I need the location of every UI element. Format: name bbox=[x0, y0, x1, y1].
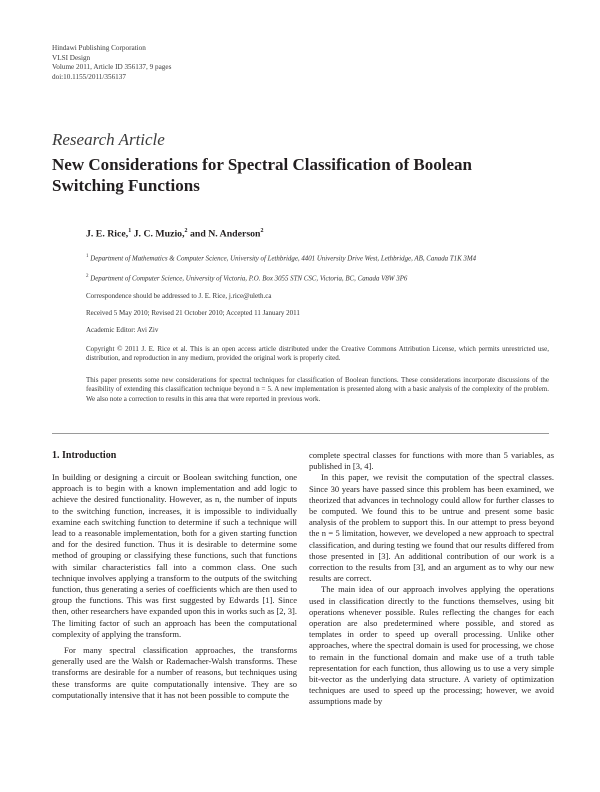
author-name: J. C. Muzio, bbox=[133, 228, 185, 240]
left-column bbox=[52, 450, 297, 701]
author-affiliation-mark: 1 bbox=[128, 228, 132, 234]
author-affiliation-mark: 2 bbox=[260, 228, 264, 234]
right-column bbox=[309, 450, 554, 708]
journal-header bbox=[52, 44, 171, 82]
author-list bbox=[86, 228, 264, 239]
affiliation-1 bbox=[86, 252, 526, 263]
affiliation-text: Department of Mathematics & Computer Science, University of Lethbridge, 4401 University Drive West, Lethbridge, AB, Canada T1K 3M4 bbox=[90, 255, 477, 263]
paragraph: In this paper, we revisit the computation of the spectral classes. Since 30 years have passed since this problem has been examined, we theorized that advances in technology could allow for further classes to be computed. We found this to be untrue and present some basic analysis of the problem to support this. In our attempt to press beyond the n = 5 limitation, however, we developed a new approach to spectral classification, and during testing we found that our results differed from those presented in [3]. An additional contribution of our work is a correction to the results from [3], and an argument as to why our new results are correct. bbox=[309, 472, 554, 584]
article-title: New Considerations for Spectral Classification of Boolean Switching Functions bbox=[52, 155, 472, 195]
volume-info: Volume 2011, Article ID 356137, 9 pages bbox=[52, 63, 172, 72]
affiliation-2 bbox=[86, 272, 526, 283]
journal-name: VLSI Design bbox=[52, 53, 91, 62]
correspondence: Correspondence should be addressed to J. E. Rice, j.rice@uleth.ca bbox=[86, 292, 272, 300]
author-name: and N. Anderson bbox=[189, 228, 261, 240]
paragraph: For many spectral classification approaches, the transforms generally used are the Walsh or Rademacher-Walsh transforms. These transforms are desirable for a number of reasons, but techniques using these transforms are quite computationally intensive. They are so computationally intensive that it has not been possible to compute the bbox=[52, 645, 297, 700]
paragraph: complete spectral classes for functions with more than 5 variables, as published in [3, 4]. bbox=[309, 450, 554, 472]
author-name: J. E. Rice, bbox=[86, 228, 129, 240]
doi-link[interactable]: doi:10.1155/2011/356137 bbox=[52, 72, 126, 81]
author-affiliation-mark: 2 bbox=[184, 228, 188, 234]
section-divider bbox=[52, 433, 549, 434]
paragraph: The main idea of our approach involves applying the operations used in classification directly to the functions themselves, using bit operations whenever possible. Rules reflecting the changes for each operation are also predetermined where possible, and stored as templates in order to speed up overall processing. Unlike other approaches, where the spectral domain is used for processing, we chose to remain in the functional domain and make use of a truth table representation for each function, thus allowing us to use a very simple bit-vector as the underlying data structure. A variety of optimization techniques are used to speed up the processing; however, we avoid assumptions made by bbox=[309, 584, 554, 707]
affiliation-mark: 1 bbox=[86, 254, 89, 259]
paragraph: In building or designing a circuit or Boolean switching function, one approach is to begin with a known implementation and add logic to achieve the desired functionality. However, as n, the number of inputs to the switching function, increases, it is impossible to individually examine each switching function to determine if such a technique will lead to a reasonable implementation, both for a given starting function and for the desired function. Thus it is desirable to determine some method of grouping or classifying these functions, such that functions with similar characteristics fall into a common class. One such technique involves applying a transform to the outputs of the switching function, thus generating a series of coefficients which are then used to group the functions. This was first suggested by Edwards [1]. Since then, other researchers have expanded upon this in works such as [2, 3]. The limiting factor of such an approach has been the computational complexity of applying the transform. bbox=[52, 472, 297, 639]
article-type: Research Article bbox=[52, 130, 165, 149]
copyright-notice: Copyright © 2011 J. E. Rice et al. This is an open access article distributed under the Creative Commons Attribution License, which permits unrestricted use, distribution, and reproduction in any medium, provided the original work is properly cited. bbox=[86, 345, 549, 363]
section-heading: 1. Introduction bbox=[52, 450, 117, 461]
affiliation-text: Department of Computer Science, University of Victoria, P.O. Box 3055 STN CSC, Victoria, BC, Canada V8W 3P6 bbox=[90, 275, 408, 283]
abstract: This paper presents some new considerations for spectral techniques for classification of Boolean functions. These considerations incorporate discussions of the feasibility of extending this classification technique beyond n = 5. A new implementation is presented along with a basic analysis of the complexity of the problem. We also note a correction to results in this area that were reported in previous work. bbox=[86, 376, 549, 403]
affiliation-mark: 2 bbox=[86, 274, 89, 279]
academic-editor: Academic Editor: Avi Ziv bbox=[86, 326, 159, 334]
article-dates: Received 5 May 2010; Revised 21 October 2010; Accepted 11 January 2011 bbox=[86, 309, 300, 317]
publisher-name: Hindawi Publishing Corporation bbox=[52, 44, 146, 52]
